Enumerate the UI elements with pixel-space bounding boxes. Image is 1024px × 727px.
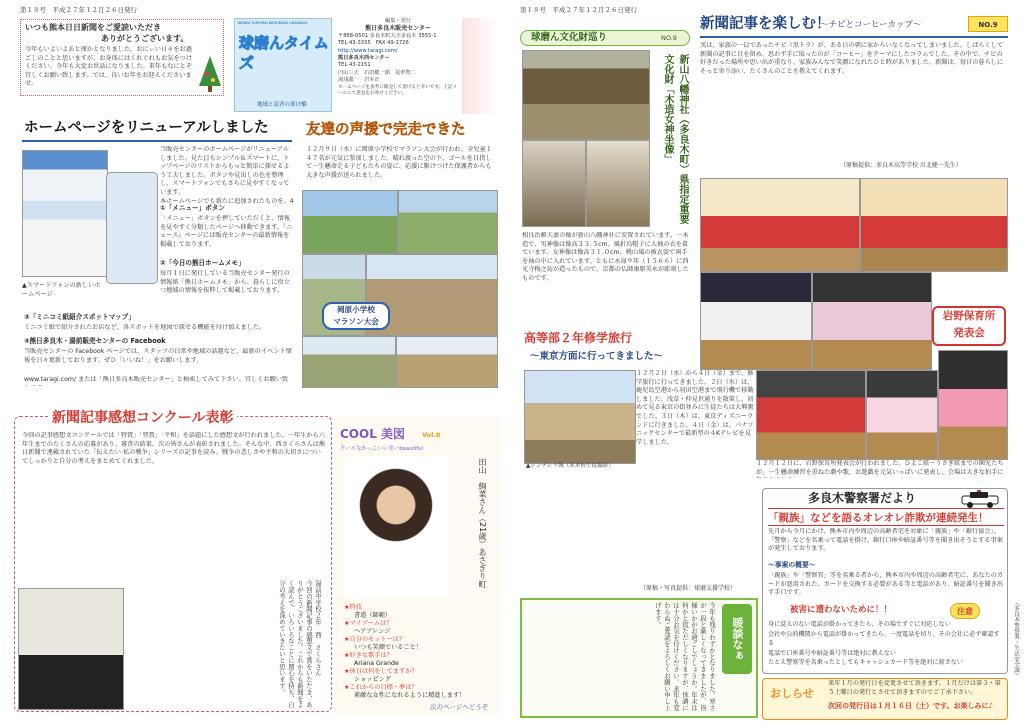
notice-next: 次回の発行日は１月１６日（土）です。お楽しみに♪ bbox=[828, 702, 993, 710]
cool-qa-2-q: ★マイブームは？ bbox=[344, 620, 393, 627]
hp-caption: ▲スマートフォンの新しいホームページ bbox=[22, 282, 101, 298]
hp-item4-body: 当販売センターの Facebook ページでは、スタッフの日常や地域の話題など、最新のイベント情報を日々更新しております。ぜひ「いいね！」をお願いします。 bbox=[24, 348, 292, 364]
hp-item2-body: 毎月１日に発行している当販売センター発行の情報紙「熊日ホームメモ」から、暮らしに役立つ地域の情報を抜粋して掲載しております。 bbox=[160, 270, 290, 295]
hp-title-underline bbox=[22, 140, 292, 142]
hp-body: 当販売センターのホームページがリニューアルしました。見た目もシンプル＆スマートに、トップページのリストからもっと簡単に探せるよう工夫しました。ボタンや見出しの色を整理し、スマートフォンでもさらに見やすくなっています。 本ホームページでも新たに追加されたものを、4 bbox=[160, 146, 294, 204]
news-subtitle: 〜チビとコーヒーカップ〜 bbox=[820, 20, 922, 30]
castle-caption: ▲シンデレラ城（米本校生徒撮影） bbox=[526, 463, 614, 469]
news-title: 新聞記事を楽しむ！ bbox=[700, 16, 831, 32]
culture-header bbox=[520, 30, 690, 46]
greeting-body: 今年もいよいよあと僅かとなりました。おにぃい日々をお過ごしのことと思いますが、お身体にはくれぐれもお気をつけください。今年も大変お世話になりました。来年もなにとぞ宜しくお願い致します。では、良いお年をお迎えくださいませ。 bbox=[25, 46, 193, 88]
cool-vol: Vol.8 bbox=[422, 431, 441, 439]
culture-title: 球磨ん文化財巡り bbox=[531, 32, 608, 43]
statue-photo-1 bbox=[522, 140, 586, 227]
nursery-photo-6 bbox=[866, 370, 938, 460]
news-title-underline bbox=[700, 36, 1008, 38]
marathon-title: 友達の声援で完走できた bbox=[306, 122, 466, 138]
culture-body: 相良治頼夫妻の像が新山八幡神社に安置されています。一木造で、男神像は像高３３.５cm、風折烏帽子に大袖の衣を着ています。女神像は像高３１.０cm、桃山風の被衣姿で両手を袖の中に入れています。ともに永禄９年（１５６６）に西光寺梅之坊が造ったもので、京都の仏師康原英永が彫刻したものです。 bbox=[522, 232, 689, 282]
hp-screenshot-image bbox=[22, 150, 108, 277]
police-warning-badge: 注意 bbox=[950, 603, 980, 619]
issue-line-right: 第１８号 平成２７年１２月２６日発行 bbox=[520, 6, 637, 14]
trip-subtitle: 〜東京方面に行ってきました〜 bbox=[530, 351, 664, 362]
cool-qa-6-a: 素敵な女性になれるように精進します！ bbox=[354, 692, 466, 699]
nursery-photo-4 bbox=[812, 272, 932, 370]
police-tip-3: 電話で口座番号や暗証番号等は絶対に教えない bbox=[768, 649, 896, 657]
greeting-title: いつも熊本日日新聞をご愛読いただき bbox=[25, 23, 161, 32]
news-body: 実は、家族の一員であったチビ（黒トラ）が、ある日の朝に家からいなくなってしまいました。しばらくして新聞の記事に目を留め、思わず手に取ったのが「コーヒー」をテーマにしたコラムでした。その中で、チビの好きだった場所や思い出が重なり、家族みんなで笑顔になれたひと時がありました。新聞は、毎日の暮らしにそっと寄り添い、たくさんのことを教えてくれます。 bbox=[700, 42, 1004, 75]
nursery-body: １２月１２日に、岩野保育所発表会が行われました。ひよこ組〜うさぎ組までの園児たちが、一生懸命練習を重ねた劇や歌、お遊戯を元気いっぱいに発表し、会場は大きな拍手に bbox=[756, 460, 1004, 476]
marathon-photo-5 bbox=[302, 336, 396, 388]
masthead-publisher: 熊日多良木販売センター bbox=[365, 25, 431, 33]
police-tip-1: 身に覚えのない電話が掛かってきたら、その場ですぐに対応しない bbox=[768, 621, 951, 628]
logo-block bbox=[234, 18, 332, 112]
issue-line-left: 第１８号 平成２７年１２月２６日発行 bbox=[20, 6, 137, 14]
hp-item3-body: ミニコミ紙で紹介されたお店など、各スポットを地図で探せる機能を付け加えました。 bbox=[24, 324, 266, 331]
trip-body-cont bbox=[524, 474, 754, 584]
contest-photo bbox=[18, 588, 124, 710]
police-car-icon bbox=[960, 490, 1000, 508]
masthead-tel-2: TEL 43-2151 bbox=[338, 62, 371, 69]
masthead-staff: 円山三夫 石田健一郎 尾形智二 bbox=[338, 69, 416, 76]
masthead-address: 〒868-0501 多良木町大字多良木 3555-1 bbox=[338, 32, 437, 39]
hp-smartphone-image bbox=[106, 172, 158, 284]
cool-qa-1-a: 書道（師範） bbox=[354, 612, 392, 619]
cool-qa-4-q: ★好きな歌手は？ bbox=[344, 652, 393, 659]
hp-url-line: www.taragi.com/ または「熊日多良木販売センター」と検索してみて下さい。宜しくお願い致 bbox=[24, 376, 289, 383]
news-credit: （原稿提供：多良木高等学校 川北健一先生） bbox=[840, 162, 962, 169]
nursery-photo-1 bbox=[700, 178, 860, 272]
contest-vertical-text: 湯前中学校２年 西 さくらさん 今回の新聞記事の感想文で賞をいただき、ありがとうございました。これからも新聞をよく読んで、いろいろなことに関心を持ち、自分の考えを深めていきたいと思います。 bbox=[278, 580, 322, 708]
marathon-body: １２月９日（水）に岡原小学校でマラソン大会が行われ、全児童１４７名が元気に参加しました。晴れ渡った空の下、ゴールを目指して一生懸命走る子どもたちの姿に、応援に駆けつけた保護者からも大きな声援が送られました。 bbox=[306, 146, 492, 179]
masthead-side-band bbox=[462, 18, 498, 114]
masthead-note: ホームページを参考に販売して頂けると幸いです。上記メールにて意見をお寄せください。 bbox=[338, 84, 457, 96]
contest-body: 今回の記事感想文コンクールでは「特賞」「努賞」「平和」を話題にした感想文が行われました。一年生から六年生までのたくさんの応募があり、審査の結果、次の皆さんが表彰されました。そんな中、西さくらさんは熊日新聞で連載されていた「伝えたい 私の戦争」シリーズの記事を読み、戦争の悲しさや平和の大切さについてしっかりと自分の考えをまとめてくれました。 bbox=[22, 432, 326, 465]
police-case-body: 「親族」や「警察官」等を名乗る者から、熊本市内や周辺の高齢者宅に、あなたのカードが悪用された、カードを交換する必要がある等と電話があり、暗証番号を聞き出す手口です。 bbox=[768, 572, 1004, 597]
trip-credit: （原稿・写真提供：球磨支援学校） bbox=[640, 585, 737, 592]
marathon-photo-6 bbox=[396, 336, 498, 388]
statue-photo-2 bbox=[586, 140, 650, 227]
cool-qa-4-a: Ariana Grande bbox=[354, 660, 399, 667]
cool-name: 田山 絢菜さん（21歳）あさぎり町 bbox=[478, 458, 487, 589]
greeting-title-2: ありがとうございます。 bbox=[101, 34, 189, 43]
cool-qa-3-q: ★自分のモットーは？ bbox=[344, 636, 406, 643]
christmas-tree-icon bbox=[199, 56, 221, 92]
masthead bbox=[338, 18, 458, 114]
danwa-logo: 暖談なぁ bbox=[722, 604, 752, 674]
marathon-photo-1 bbox=[302, 190, 398, 254]
news-no-badge: NO.9 bbox=[968, 16, 1008, 32]
trip-body: １２月２日（水）から４日（金）まで、修学旅行に行ってきました。２日（水）は、鹿児島空港から羽田空港まで飛行機で移動しました。浅草・仲見世通りを散策し、初めて見る東京の街並みに生徒たちは大興奮でした。３日（木）は、東京ディズニーランドに行きました。４日（金）は、パナソニックセンターで最新型の４Kテレビを見学しました。 bbox=[636, 370, 754, 446]
police-side-note: （多良木警察署・生活安全課） bbox=[1013, 600, 1019, 679]
logo-roman: TARAGI YUMORAI NEZUKAMI OHANAGU bbox=[237, 21, 308, 25]
contest-title: 新聞記事感想コンクール表彰 bbox=[48, 410, 237, 426]
nursery-photo-3 bbox=[700, 272, 812, 370]
cool-qa-3-a: いつも笑顔でいること！ bbox=[354, 644, 423, 651]
notice-logo: おしらせ bbox=[770, 687, 814, 700]
police-title: 多良木警察署だより bbox=[808, 491, 917, 505]
nursery-photo-2 bbox=[860, 178, 1008, 272]
hp-item1-title: ①「メニュー」ボタン bbox=[160, 204, 225, 212]
nursery-title-badge: 岩野保育所 発表会 bbox=[932, 306, 1006, 346]
cool-qa-2-a: ヘアアレンジ bbox=[354, 628, 391, 635]
hp-item2-title: ②「今日の熊日ホームメモ」 bbox=[160, 259, 245, 267]
police-headline: 「親族」などを語るオレオレ詐欺が連続発生！ bbox=[768, 508, 1004, 526]
hp-item1-body: 「メニュー」ボタンを押していただくと、情報を見やすく分類したページへ移動できます。『ニュース』ページには販売センターの最新情報を掲載しております。 bbox=[160, 215, 293, 248]
masthead-url[interactable]: http://www.taragi.com/ bbox=[338, 47, 398, 54]
culture-no: NO.9 bbox=[661, 34, 677, 42]
shrine-photo bbox=[522, 50, 650, 140]
cool-portrait bbox=[344, 456, 448, 596]
marathon-badge: 岡原小学校 マラソン大会 bbox=[322, 302, 390, 330]
police-tips bbox=[768, 620, 1004, 672]
nursery-photo-7 bbox=[938, 350, 1008, 460]
trip-title: 高等部２年修学旅行 bbox=[524, 331, 633, 345]
masthead-sub-center: 熊日多良木西センター bbox=[338, 55, 390, 62]
cool-logo: COOL 美図 bbox=[340, 427, 406, 441]
greeting-box bbox=[20, 19, 224, 96]
danwa-body: 今年も残りわずかとなりました。寒さが一段と厳しくなってきましたが、皆様いかがお過ごしでしょうか。年末は何かと慌ただしくなりますが、体調には十分お気を付けください。来年も変わらぬご愛読をよろしくお願い申し上げます。 bbox=[654, 602, 716, 711]
hp-item3-title: ③「ミニコミ紙紹介スポットマップ」 bbox=[24, 313, 135, 321]
shrine-vertical-title: 新山八幡神社（多良木町）県指定重要文化財「木造女神坐像」 bbox=[662, 54, 688, 224]
cool-qa-1-q: ★特技 bbox=[344, 604, 362, 611]
police-tip-2: 会社や公的機関から電話が掛かってきたら、一度電話を切り、その会社に必ず確認する bbox=[768, 630, 1000, 648]
masthead-editor-label: 編集・発行 bbox=[385, 18, 411, 24]
hp-item4-title: ④熊日多良木・湯前販売センターの Facebook bbox=[24, 337, 166, 345]
police-tip-4: たとえ警察等を名乗ったとしてもキャッシュカード等を絶対に渡さない bbox=[768, 659, 963, 667]
cool-qa-5-q: ★休日は何をしてますか？ bbox=[344, 668, 418, 675]
police-case-title: 〜事案の概要〜 bbox=[768, 561, 816, 569]
masthead-tel: TEL 43-3335 FAX 49-1726 bbox=[338, 40, 409, 47]
police-warning-lead: 被害に遭わないために！！ bbox=[790, 605, 893, 615]
cool-tagline: クールなかっこいい美ーbeautiful bbox=[340, 446, 424, 452]
castle-photo bbox=[524, 370, 636, 464]
cool-qa-6-q: ★これからの目標・夢は？ bbox=[344, 684, 418, 691]
police-body: 先月から今月にかけ、熊本市内や周辺の高齢者宅を対象に「親族」や「銀行協会」、「警察」などを名乗って電話を掛け、銀行口座や暗証番号等を聞き出そうとする事案が発生しております。 bbox=[768, 528, 1003, 553]
notice-body: 来年１月の発行日を変更させて頂きます。１月だけは第３・第５土曜日の発行とさせて頂きますのでご了承下さい。 bbox=[828, 680, 1001, 696]
marathon-photo-2 bbox=[398, 190, 498, 254]
cool-qa bbox=[344, 604, 494, 704]
cool-qa-5-a: ショッピング bbox=[354, 676, 391, 683]
masthead-staff-2: 湯浅義一 岩本正 bbox=[338, 77, 380, 84]
nursery-photo-5 bbox=[756, 370, 866, 460]
next-page-label[interactable]: 次のページへどうぞ bbox=[430, 703, 489, 711]
hp-title: ホームページをリニューアルしました bbox=[24, 120, 269, 136]
logo-subtitle: 地域と読者の架け橋 bbox=[257, 102, 307, 108]
logo-title: 球磨んタイムズ bbox=[239, 34, 329, 72]
